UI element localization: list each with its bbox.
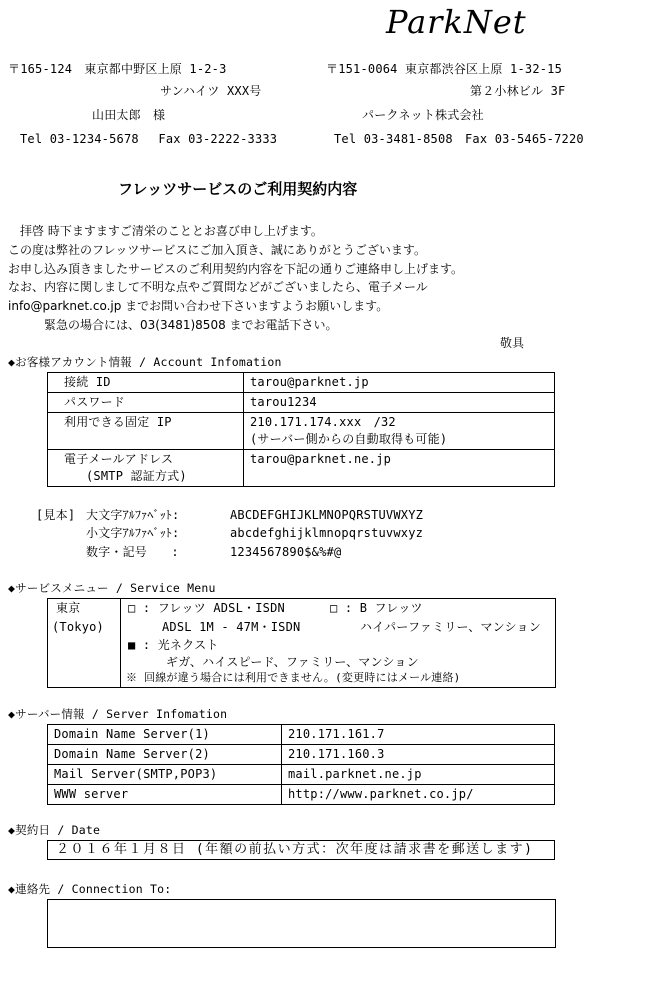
sender-contact: Tel 03-3481-8508 Fax 03-5465-7220	[334, 132, 584, 146]
sample-value: 1234567890$&%#@	[230, 545, 342, 559]
service-divider	[120, 599, 121, 687]
service-option-bflets: □ : B フレッツ	[330, 601, 423, 615]
table-row	[48, 745, 555, 765]
greeting-line: info@parknet.co.jp までお問い合わせ下さいますようお願いします。	[8, 299, 389, 313]
table-row	[48, 373, 555, 393]
server-label: WWW server	[48, 785, 282, 805]
table-row	[48, 393, 555, 413]
recipient-postal: 〒165-124 東京都中野区上原 1-2-3	[8, 62, 227, 76]
account-value: tarou1234	[244, 393, 555, 413]
server-value: mail.parknet.ne.jp	[282, 765, 555, 785]
sample-value: ABCDEFGHIJKLMNOPQRSTUVWXYZ	[230, 508, 424, 522]
greeting-line: 緊急の場合には、03(3481)8508 までお電話下さい。	[8, 318, 338, 332]
connection-heading: ◆連絡先 / Connection To:	[8, 882, 172, 896]
service-heading: ◆サービスメニュー / Service Menu	[8, 581, 216, 595]
sample-label: 小文字ｱﾙﾌｧﾍﾞｯﾄ:	[86, 526, 180, 540]
account-value: 210.171.174.xxx /32	[250, 415, 396, 429]
service-box	[47, 598, 556, 688]
table-row	[48, 450, 555, 487]
service-option-adsl: □ : フレッツ ADSL・ISDN	[128, 601, 285, 615]
server-label: Mail Server(SMTP,POP3)	[48, 765, 282, 785]
sender-postal: 〒151-0064 東京都渋谷区上原 1-32-15	[326, 62, 563, 76]
account-label-cell	[48, 450, 244, 487]
server-label: Domain Name Server(1)	[48, 725, 282, 745]
service-region-en: (Tokyo)	[52, 620, 104, 634]
sample-tag: [見本]	[36, 508, 76, 522]
server-value: 210.171.161.7	[282, 725, 555, 745]
sample-label: 大文字ｱﾙﾌｧﾍﾞｯﾄ:	[86, 508, 180, 522]
service-option-hikari: ■ : 光ネクスト	[128, 638, 219, 652]
recipient-name: 山田太郎 様	[92, 108, 166, 122]
service-option-adsl-detail: ADSL 1M - 47M・ISDN	[162, 620, 301, 634]
server-table	[47, 724, 555, 805]
recipient-contact: Tel 03-1234-5678 Fax 03-2222-3333	[20, 132, 278, 146]
greeting-line: お申し込み頂きましたサービスのご利用契約内容を下記の通りご連絡申し上げます。	[8, 262, 464, 276]
service-region: 東京	[56, 601, 81, 615]
sample-label: 数字・記号 :	[86, 545, 179, 559]
recipient-building: サンハイツ XXX号	[160, 84, 262, 98]
account-heading: ◆お客様アカウント情報 / Account Infomation	[8, 355, 282, 369]
sender-building: 第２小林ビル 3F	[470, 84, 566, 98]
server-heading: ◆サーバー情報 / Server Infomation	[8, 707, 228, 721]
sender-company: パークネット株式会社	[362, 108, 484, 122]
service-option-hikari-detail: ギガ、ハイスピード、ファミリー、マンション	[166, 655, 419, 669]
account-label: 接続 ID	[48, 373, 244, 393]
connection-field[interactable]	[47, 899, 556, 948]
account-label: 利用できる固定 IP	[48, 413, 244, 450]
account-value-note: (サーバー側からの自動取得も可能)	[250, 432, 448, 446]
account-table	[47, 372, 555, 487]
account-label: 電子メールアドレス	[64, 452, 174, 466]
table-row	[48, 413, 555, 450]
greeting-line: この度は弊社のフレッツサービスにご加入頂き、誠にありがとうございます。	[8, 243, 426, 257]
service-option-bflets-detail: ハイパーファミリー、マンション	[360, 620, 541, 634]
table-row	[48, 765, 555, 785]
account-label-note: (SMTP 認証方式)	[86, 469, 187, 483]
closing-text: 敬具	[500, 336, 525, 350]
greeting-line: なお、内容に関しまして不明な点やご質問などがございましたら、電子メール	[8, 280, 428, 294]
company-logo: ParkNet	[386, 3, 527, 41]
server-label: Domain Name Server(2)	[48, 745, 282, 765]
service-note: ※ 回線が違う場合には利用できません。(変更時にはメール連絡)	[126, 671, 461, 684]
account-value: tarou@parknet.jp	[244, 373, 555, 393]
document-title: フレッツサービスのご利用契約内容	[118, 180, 358, 198]
table-row	[48, 725, 555, 745]
server-value: http://www.parknet.co.jp/	[282, 785, 555, 805]
table-row	[48, 785, 555, 805]
sample-value: abcdefghijklmnopqrstuvwxyz	[230, 526, 424, 540]
server-value: 210.171.160.3	[282, 745, 555, 765]
account-label: パスワード	[48, 393, 244, 413]
greeting-line: 拝啓 時下ますますご清栄のこととお喜び申し上げます。	[8, 224, 323, 238]
account-value: tarou@parknet.ne.jp	[244, 450, 555, 487]
account-value-cell	[244, 413, 555, 450]
contract-date: ２０１６年１月８日 (年額の前払い方式：次年度は請求書を郵送します)	[47, 840, 555, 860]
contract-heading: ◆契約日 / Date	[8, 823, 101, 837]
